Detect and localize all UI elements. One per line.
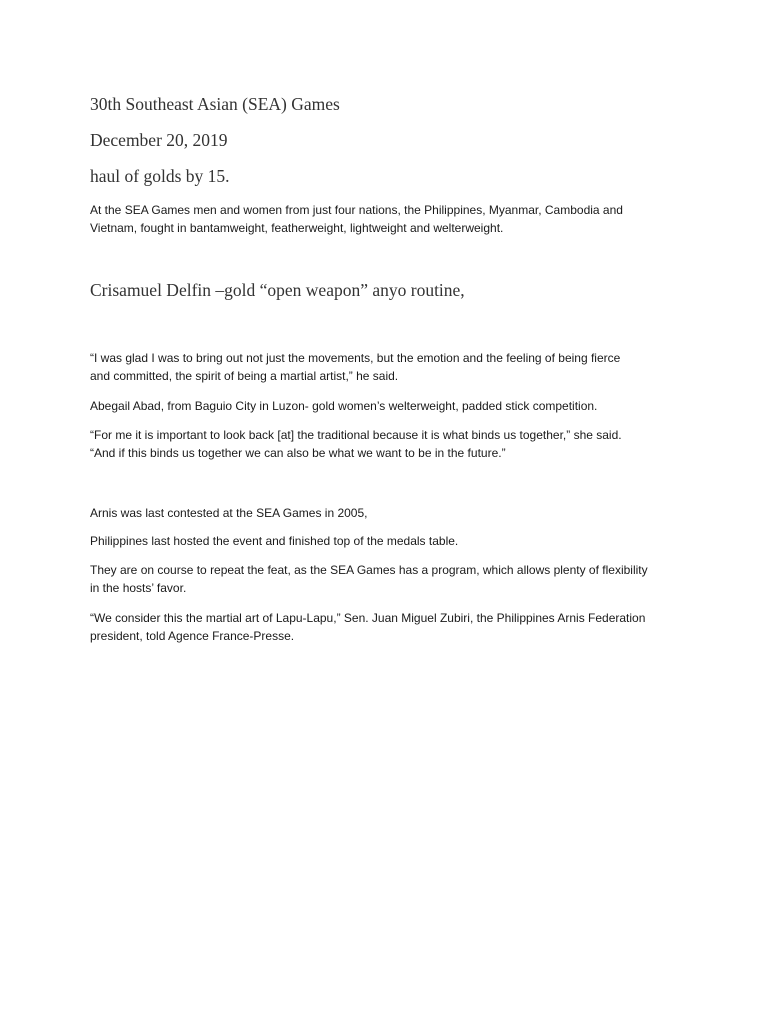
paragraph-hosted	[90, 532, 680, 550]
paragraph-intro-line-1: At the SEA Games men and women from just four nations, the Philippines, Myanmar, Cambodia and	[90, 203, 623, 217]
paragraph-course-line-1: They are on course to repeat the feat, as the SEA Games has a program, which allows plenty of flexibility	[90, 563, 648, 577]
paragraph-quote-delfin	[90, 349, 680, 385]
paragraph-quote-abad-line-2: “And if this binds us together we can also be what we want to be in the future.”	[90, 446, 506, 460]
paragraph-zubiri-line-2: president, told Agence France-Presse.	[90, 629, 295, 643]
paragraph-abad-line-1: Abegail Abad, from Baguio City in Luzon- gold women’s welterweight, padded stick competition.	[90, 399, 598, 413]
paragraph-intro-line-2: Vietnam, fought in bantamweight, featherweight, lightweight and welterweight.	[90, 221, 504, 235]
heading-haul: haul of golds by 15.	[90, 166, 230, 186]
paragraph-zubiri-line-1: “We consider this the martial art of Lapu-Lapu,” Sen. Juan Miguel Zubiri, the Philippines Arnis Federation	[90, 611, 646, 625]
paragraph-quote-delfin-line-2: and committed, the spirit of being a martial artist,” he said.	[90, 369, 399, 383]
paragraph-intro	[90, 201, 680, 237]
paragraph-quote-abad	[90, 426, 680, 462]
subheading-delfin: Crisamuel Delfin –gold “open weapon” anyo routine,	[90, 280, 465, 300]
heading-event: 30th Southeast Asian (SEA) Games	[90, 94, 340, 114]
paragraph-course	[90, 561, 680, 597]
paragraph-zubiri	[90, 609, 680, 645]
paragraph-arnis-line-1: Arnis was last contested at the SEA Games in 2005,	[90, 506, 368, 520]
paragraph-quote-delfin-line-1: “I was glad I was to bring out not just the movements, but the emotion and the feeling of being fierce	[90, 351, 621, 365]
paragraph-hosted-line-1: Philippines last hosted the event and finished top of the medals table.	[90, 534, 459, 548]
paragraph-course-line-2: in the hosts’ favor.	[90, 581, 187, 595]
paragraph-abad	[90, 397, 680, 415]
paragraph-quote-abad-line-1: “For me it is important to look back [at] the traditional because it is what binds us together,” she said.	[90, 428, 622, 442]
heading-date: December 20, 2019	[90, 130, 228, 150]
paragraph-arnis	[90, 504, 680, 522]
